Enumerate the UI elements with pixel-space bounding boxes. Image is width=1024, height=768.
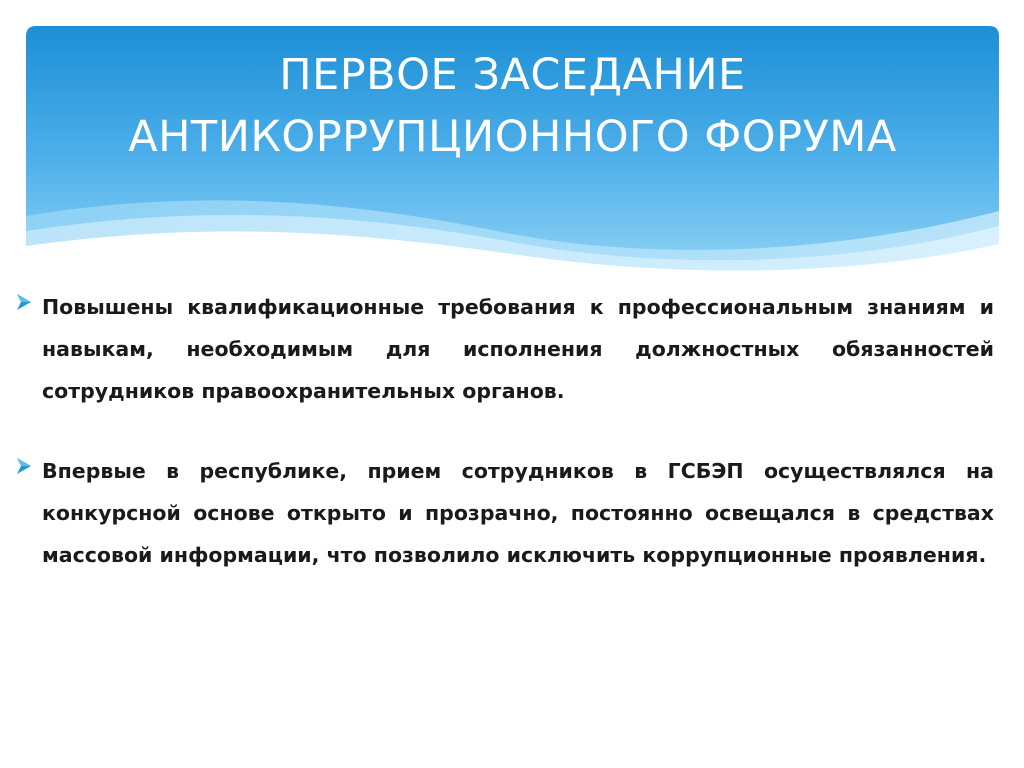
slide-title-line-2: АНТИКОРРУПЦИОННОГО ФОРУМА [128, 112, 897, 162]
bullet-text: Впервые в республике, прием сотрудников в ГСБЭП осуществлялся на конкурсной основе открыто и прозрачно, постоянно освещался в средствах массовой информации, что позволило исключить коррупционные проявления. [42, 459, 994, 567]
bullet-item [14, 286, 994, 412]
bullet-list [14, 286, 994, 614]
bullet-text: Повышены квалификационные требования к профессиональным знаниям и навыкам, необходимым для исполнения должностных обязанностей сотрудников правоохранительных органов. [42, 295, 994, 403]
arrow-bullet-icon [14, 291, 36, 313]
slide-title-line-1: ПЕРВОЕ ЗАСЕДАНИЕ [279, 50, 746, 100]
arrow-bullet-icon [14, 455, 36, 477]
bullet-item [14, 450, 994, 576]
slide-title [26, 44, 999, 168]
